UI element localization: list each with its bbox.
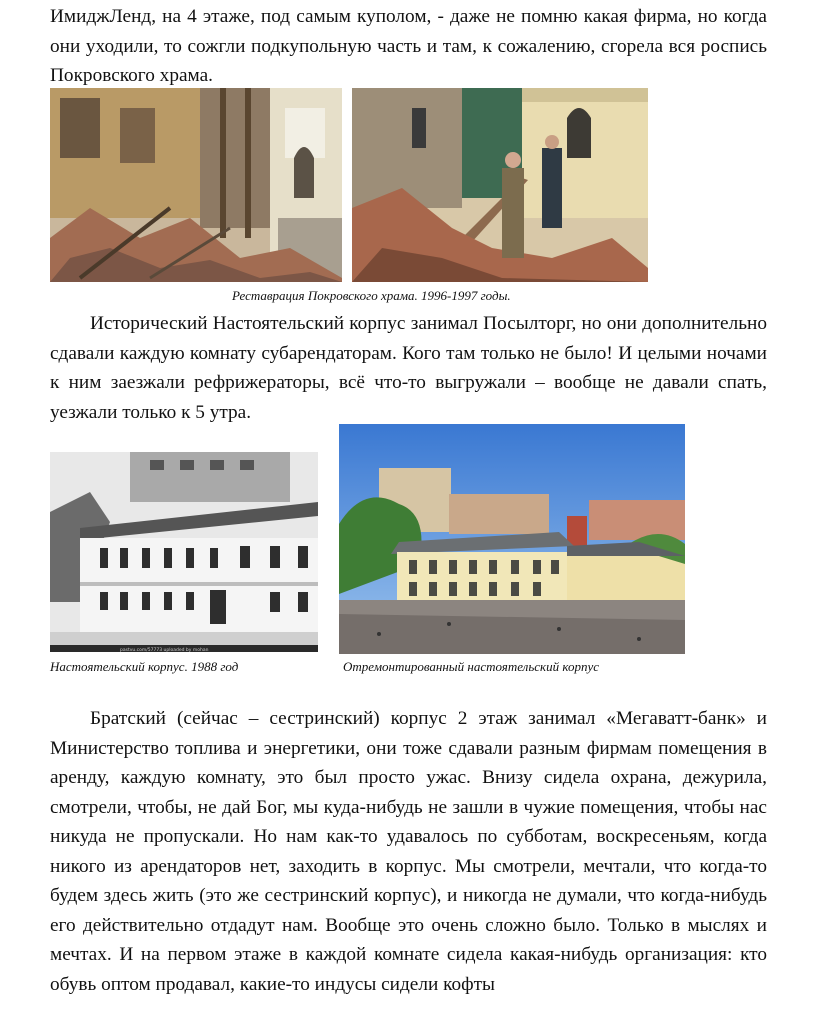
photo-building-restored <box>339 424 685 654</box>
photo-restoration-workers <box>352 88 648 282</box>
caption-restoration: Реставрация Покровского храма. 1996-1997 годы. <box>232 288 511 303</box>
photo-restoration-debris <box>50 88 342 282</box>
photo-building-1988 <box>50 452 318 652</box>
photo-watermark-text: pastvu.com/57773 uploaded by mohan <box>120 648 209 652</box>
caption-building-1988: Настоятельский корпус. 1988 год <box>50 659 239 674</box>
paragraph-posyltorg: Исторический Настоятельский корпус занимал Посылторг, но они дополнительно сдавали каждую комнату субарендаторам. Кого там только не было! И целыми ночами к ним заезжали рефрижераторы, всё что-то выгружали – вообще не давали спать, уезжали только к 5 утра. <box>50 313 767 423</box>
paragraph-bratsky-korpus: Братский (сейчас – сестринский) корпус 2 этаж занимал «Мегаватт-банк» и Министерство топлива и энергетики, они тоже сдавали разным фирмам помещения в аренду, каждую комнату, это был просто ужас. Внизу сидела охрана, дежурила, смотрели, чтобы, не дай Бог, мы куда-нибудь не зашли в чужие помещения, чтобы нас никуда не пропускали. Но нам как-то удавалось по субботам, воскресеньям, когда никого из арендаторов нет, заходить в корпус. Мы смотрели, мечтали, что когда-то будем здесь жить (это же сестринский корпус), и никогда не думали, что когда-нибудь его действительно отдадут нам. Вообще это очень сложно было. Только в мыслях и мечтах. И на первом этаже в каждой комнате сидела какая-нибудь организация: кто обувь оптом продавал, какие-то индусы сидели кофты <box>50 708 767 995</box>
caption-building-restored: Отремонтированный настоятельский корпус <box>343 659 599 674</box>
paragraph-fire: ИмиджЛенд, на 4 этаже, под самым куполом, - даже не помню какая фирма, но когда они уходили, то сожгли подкупольную часть и там, к сожалению, сгорела вся роспись Покровского храма. <box>50 6 767 86</box>
